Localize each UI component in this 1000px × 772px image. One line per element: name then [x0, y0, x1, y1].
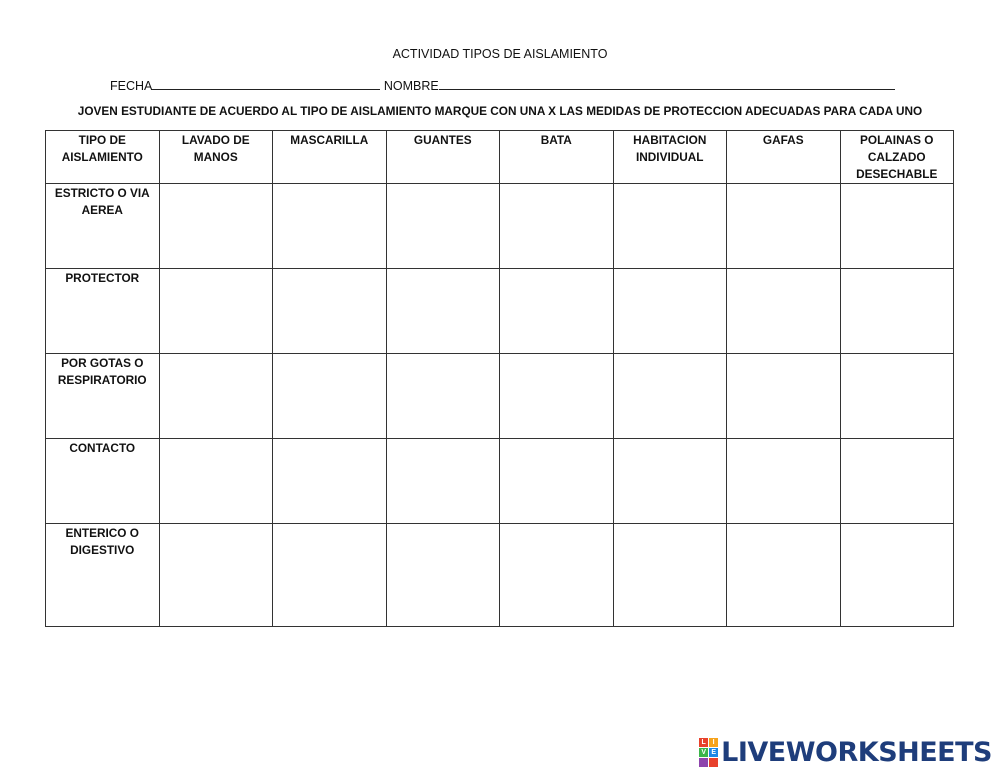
answer-cell[interactable]	[386, 184, 500, 269]
column-header-line: BATA	[540, 133, 572, 147]
column-header	[273, 131, 387, 184]
row-header-line: ENTERICO O	[65, 526, 139, 540]
row-header-line: RESPIRATORIO	[57, 373, 147, 387]
row-header-line: POR GOTAS O	[61, 356, 144, 370]
nombre-field[interactable]	[439, 76, 895, 90]
answer-cell[interactable]	[159, 184, 273, 269]
logo-square	[709, 758, 718, 767]
answer-cell[interactable]	[500, 184, 614, 269]
liveworksheets-logo	[699, 737, 992, 768]
column-header	[159, 131, 273, 184]
column-header	[840, 131, 954, 184]
answer-cell[interactable]	[727, 439, 841, 524]
answer-cell[interactable]	[500, 524, 614, 627]
answer-cell[interactable]	[273, 184, 387, 269]
answer-cell[interactable]	[273, 439, 387, 524]
logo-square: L	[699, 738, 708, 747]
column-header-line: GAFAS	[762, 133, 804, 147]
column-header-line: HABITACION	[633, 133, 707, 147]
logo-mark-icon	[699, 738, 718, 767]
column-header-line: POLAINAS O	[860, 133, 934, 147]
header-fields	[110, 76, 895, 93]
row-header-line: CONTACTO	[69, 441, 136, 455]
instructions-text: JOVEN ESTUDIANTE DE ACUERDO AL TIPO DE AISLAMIENTO MARQUE CON UNA X LAS MEDIDAS DE PROTECCION ADECUADAS PARA CADA UNO	[77, 104, 923, 118]
answer-cell[interactable]	[273, 269, 387, 354]
answer-cell[interactable]	[727, 524, 841, 627]
answer-cell[interactable]	[840, 354, 954, 439]
answer-cell[interactable]	[840, 269, 954, 354]
answer-cell[interactable]	[613, 524, 727, 627]
answer-cell[interactable]	[613, 184, 727, 269]
column-header	[46, 131, 160, 184]
answer-cell[interactable]	[386, 354, 500, 439]
table-row	[46, 184, 954, 269]
isolation-table	[45, 130, 954, 627]
column-header	[500, 131, 614, 184]
answer-cell[interactable]	[500, 269, 614, 354]
answer-cell[interactable]	[727, 269, 841, 354]
column-header-line: AISLAMIENTO	[61, 150, 143, 164]
answer-cell[interactable]	[159, 439, 273, 524]
answer-cell[interactable]	[273, 524, 387, 627]
column-header-line: GUANTES	[413, 133, 472, 147]
column-header	[727, 131, 841, 184]
row-header-line: AEREA	[81, 203, 123, 217]
answer-cell[interactable]	[613, 269, 727, 354]
answer-cell[interactable]	[159, 524, 273, 627]
row-header	[46, 354, 160, 439]
logo-square	[699, 758, 708, 767]
column-header	[613, 131, 727, 184]
column-header	[386, 131, 500, 184]
answer-cell[interactable]	[613, 439, 727, 524]
logo-square: I	[709, 738, 718, 747]
answer-cell[interactable]	[727, 184, 841, 269]
row-header	[46, 269, 160, 354]
answer-cell[interactable]	[613, 354, 727, 439]
row-header-line: DIGESTIVO	[70, 543, 135, 557]
answer-cell[interactable]	[840, 524, 954, 627]
column-header-line: CALZADO	[867, 150, 926, 164]
row-header-line: PROTECTOR	[65, 271, 140, 285]
fecha-label: FECHA	[110, 79, 153, 93]
answer-cell[interactable]	[840, 184, 954, 269]
answer-cell[interactable]	[386, 439, 500, 524]
row-header	[46, 524, 160, 627]
column-header-line: LAVADO DE	[181, 133, 250, 147]
row-header	[46, 184, 160, 269]
column-header-line: DESECHABLE	[856, 167, 938, 181]
answer-cell[interactable]	[159, 269, 273, 354]
answer-cell[interactable]	[386, 269, 500, 354]
answer-cell[interactable]	[386, 524, 500, 627]
table-row	[46, 354, 954, 439]
brand-wordmark: LIVEWORKSHEETS	[721, 737, 992, 768]
column-header-line: MANOS	[193, 150, 238, 164]
logo-square: E	[709, 748, 718, 757]
answer-cell[interactable]	[727, 354, 841, 439]
worksheet-title: ACTIVIDAD TIPOS DE AISLAMIENTO	[392, 47, 608, 61]
table-row	[46, 269, 954, 354]
column-header-line: MASCARILLA	[290, 133, 369, 147]
table-row	[46, 439, 954, 524]
column-header-line: INDIVIDUAL	[635, 150, 704, 164]
answer-cell[interactable]	[500, 354, 614, 439]
answer-cell[interactable]	[500, 439, 614, 524]
table-row	[46, 524, 954, 627]
logo-square: V	[699, 748, 708, 757]
row-header-line: ESTRICTO O VIA	[54, 186, 150, 200]
answer-cell[interactable]	[273, 354, 387, 439]
header-row	[46, 131, 954, 184]
answer-cell[interactable]	[840, 439, 954, 524]
row-header	[46, 439, 160, 524]
answer-cell[interactable]	[159, 354, 273, 439]
fecha-field[interactable]	[152, 76, 380, 90]
column-header-line: TIPO DE	[78, 133, 126, 147]
nombre-label: NOMBRE	[383, 79, 439, 93]
